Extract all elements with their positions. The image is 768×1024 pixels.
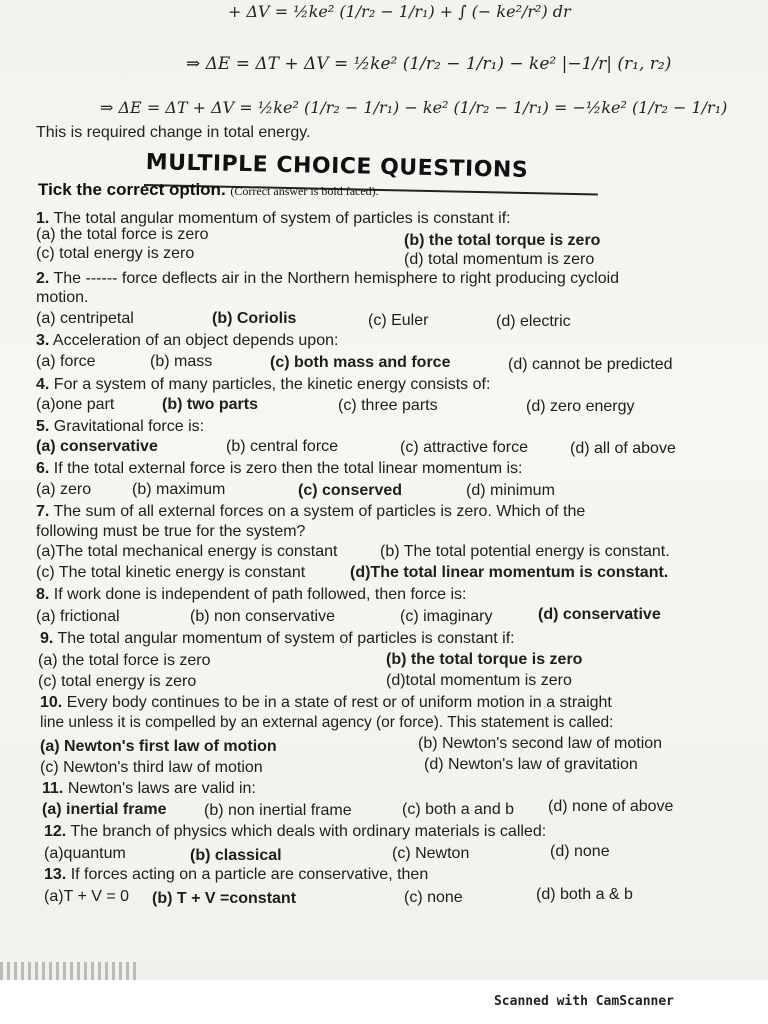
option-d: (d) Newton's law of gravitation <box>424 756 638 773</box>
question-3 <box>36 332 338 350</box>
option-a: (a)T + V = 0 <box>44 888 130 905</box>
question-text: The total angular momentum of system of particles is constant if: <box>53 210 511 227</box>
option-d: (d) none <box>550 843 610 860</box>
option-d: (d) all of above <box>570 440 676 457</box>
instruction-label: Tick the correct option. <box>38 180 226 199</box>
question-8 <box>36 586 467 604</box>
option-d: (d) electric <box>496 313 571 330</box>
option-c: (c) Newton's third law of motion <box>40 759 263 776</box>
option-c: (c) attractive force <box>400 439 529 456</box>
option-a: (a)The total mechanical energy is constant <box>36 543 338 560</box>
option-b: (b) non inertial frame <box>204 802 352 819</box>
option-b: (b) The total potential energy is constant. <box>380 543 670 560</box>
question-text: Gravitational force is: <box>53 418 205 435</box>
question-text: The branch of physics which deals with ordinary materials is called: <box>70 823 547 840</box>
instruction-note: (Correct answer is bold faced). <box>230 184 379 198</box>
option-b-correct: (b) the total torque is zero <box>386 651 583 668</box>
question-number: 8. <box>36 586 50 603</box>
option-d: (d) total momentum is zero <box>404 251 595 268</box>
option-b-correct: (b) classical <box>190 847 282 864</box>
question-10 <box>40 694 612 712</box>
option-a-correct: (a) conservative <box>36 438 158 455</box>
option-c: (c) total energy is zero <box>38 673 197 690</box>
question-text: If work done is independent of path followed, then force is: <box>53 586 467 603</box>
question-11 <box>42 780 256 798</box>
option-a: (a) centripetal <box>36 310 134 327</box>
option-c: (c) Euler <box>368 312 429 329</box>
question-text-continued: line unless it is compelled by an external agency (or force). This statement is called: <box>40 714 614 731</box>
option-c: (c) Newton <box>392 845 470 862</box>
option-c-correct: (c) both mass and force <box>270 354 451 371</box>
question-text-continued: motion. <box>36 289 89 306</box>
question-number: 7. <box>36 503 50 520</box>
question-text: Every body continues to be in a state of rest or of uniform motion in a straight <box>66 694 612 711</box>
option-a: (a)quantum <box>44 845 126 862</box>
option-c-correct: (c) conserved <box>298 482 403 499</box>
question-number: 13. <box>44 866 67 883</box>
page-edge-scuff <box>0 962 140 982</box>
option-b: (b) mass <box>150 353 213 370</box>
option-d: (d) minimum <box>466 482 555 499</box>
question-12 <box>44 823 546 841</box>
section-heading: MULTIPLE CHOICE QUESTIONS <box>145 150 529 184</box>
option-d: (d) zero energy <box>526 398 635 415</box>
scanner-watermark: Scanned with CamScanner <box>493 994 674 1009</box>
question-number: 6. <box>36 460 50 477</box>
equation-partial-top: + ΔV = ½ke² (1/r₂ − 1/r₁) + ∫ (− ke²/r²) dr <box>228 2 571 21</box>
option-d: (d) cannot be predicted <box>508 356 673 373</box>
option-b: (b) non conservative <box>190 608 335 625</box>
option-b-correct: (b) Coriolis <box>212 310 297 327</box>
option-b: (b) maximum <box>132 481 226 498</box>
question-13 <box>44 866 428 884</box>
question-text: Acceleration of an object depends upon: <box>52 332 339 349</box>
conclusion-text: This is required change in total energy. <box>36 124 311 141</box>
option-b-correct: (b) the total torque is zero <box>404 232 601 249</box>
question-2 <box>36 270 619 288</box>
option-a: (a) frictional <box>36 608 120 625</box>
option-c: (c) both a and b <box>402 801 515 818</box>
option-b: (b) Newton's second law of motion <box>418 735 663 752</box>
option-a: (a) zero <box>36 481 92 498</box>
question-4 <box>36 376 490 394</box>
question-number: 12. <box>44 823 67 840</box>
option-a-correct: (a) inertial frame <box>42 801 167 818</box>
option-b-correct: (b) two parts <box>162 396 258 413</box>
question-text: If the total external force is zero then the total linear momentum is: <box>53 460 523 477</box>
question-number: 2. <box>36 270 50 287</box>
equation-line-1: ⇒ ΔE = ΔT + ΔV = ½ke² (1/r₂ − 1/r₁) − ke² |−1/r| (r₁, r₂) <box>186 54 672 74</box>
option-d-correct: (d) conservative <box>538 606 661 623</box>
question-text: For a system of many particles, the kinetic energy consists of: <box>53 376 491 393</box>
question-text: Newton's laws are valid in: <box>67 780 256 797</box>
question-number: 4. <box>36 376 50 393</box>
question-5 <box>36 418 204 436</box>
question-6 <box>36 460 522 478</box>
question-text: If forces acting on a particle are conservative, then <box>70 866 429 883</box>
option-c: (c) none <box>404 889 463 906</box>
question-text: The ------ force deflects air in the Northern hemisphere to right producing cycloid <box>53 270 620 287</box>
option-c: (c) imaginary <box>400 608 493 625</box>
option-a: (a) force <box>36 353 96 370</box>
option-d: (d)total momentum is zero <box>386 672 572 689</box>
option-c: (c) three parts <box>338 397 438 414</box>
question-number: 9. <box>40 630 54 647</box>
question-text: The total angular momentum of system of particles is constant if: <box>57 630 515 647</box>
question-number: 5. <box>36 418 50 435</box>
question-9 <box>40 630 515 648</box>
question-text: The sum of all external forces on a system of particles is zero. Which of the <box>53 503 586 520</box>
option-a: (a) the total force is zero <box>38 652 211 669</box>
option-d: (d) none of above <box>548 798 674 815</box>
option-a: (a) the total force is zero <box>36 226 209 243</box>
option-d: (d) both a & b <box>536 886 633 903</box>
question-text-continued: following must be true for the system? <box>36 523 306 540</box>
question-number: 1. <box>36 210 50 227</box>
option-a-correct: (a) Newton's first law of motion <box>40 738 277 755</box>
option-b: (b) central force <box>226 438 339 455</box>
instruction <box>38 180 379 200</box>
option-c: (c) total energy is zero <box>36 245 195 262</box>
option-c: (c) The total kinetic energy is constant <box>36 564 306 581</box>
question-number: 3. <box>36 332 50 349</box>
question-7 <box>36 503 585 521</box>
option-b-correct: (b) T + V =constant <box>152 890 297 907</box>
option-d-correct: (d)The total linear momentum is constant. <box>350 564 669 581</box>
question-number: 11. <box>42 780 64 797</box>
option-a: (a)one part <box>36 396 115 413</box>
equation-line-2: ⇒ ΔE = ΔT + ΔV = ½ke² (1/r₂ − 1/r₁) − ke² (1/r₂ − 1/r₁) = −½ke² (1/r₂ − 1/r₁) <box>100 98 728 117</box>
question-number: 10. <box>40 694 63 711</box>
